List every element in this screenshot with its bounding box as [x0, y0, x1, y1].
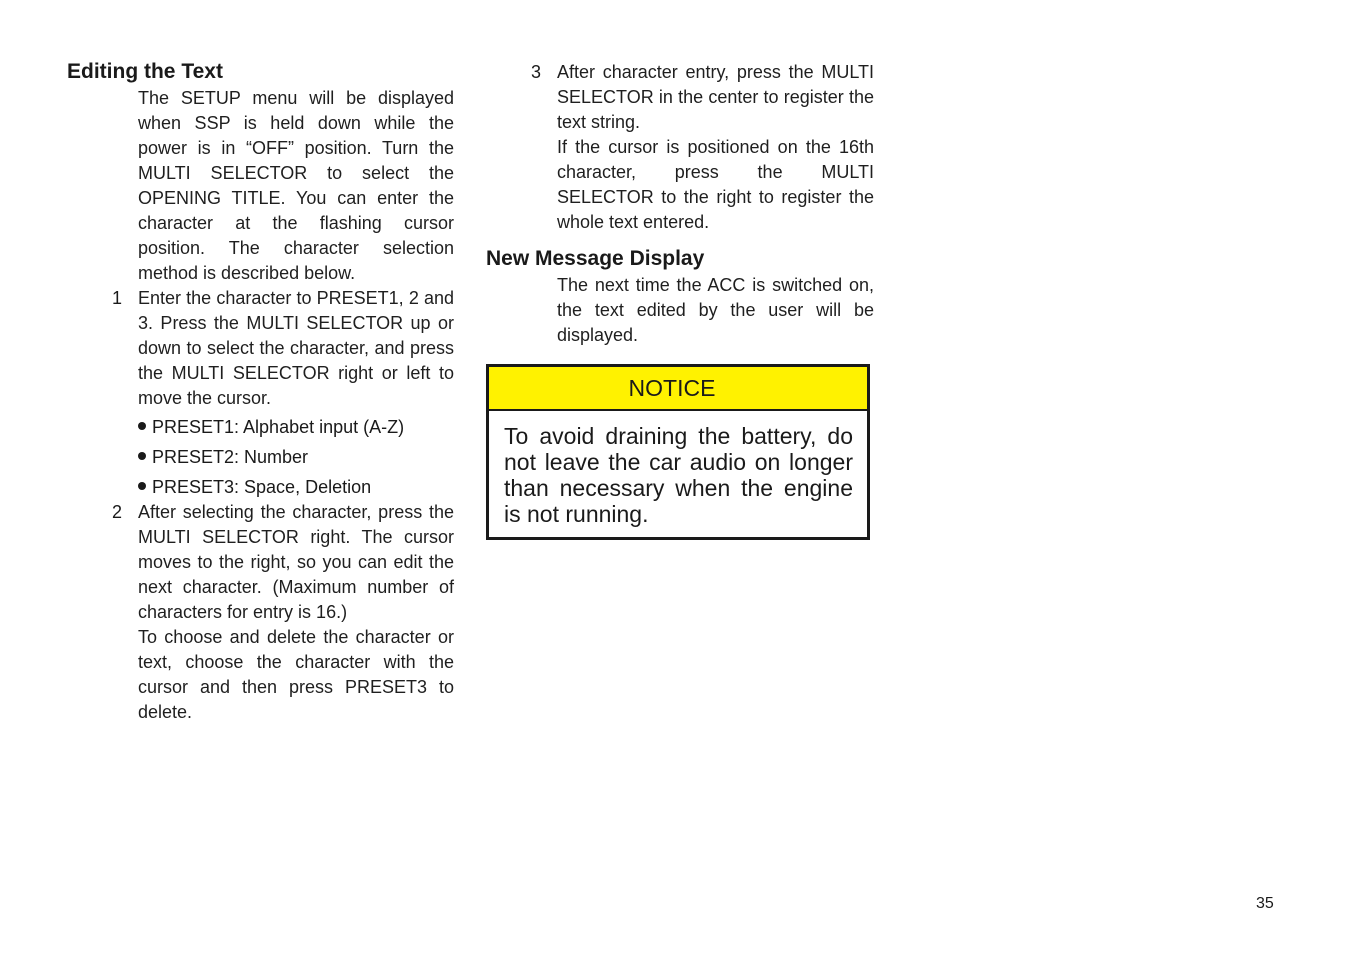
step-text-continued: To choose and delete the character or text, choose the character with the cursor and then press PRESET3 to delete. — [138, 627, 454, 722]
new-message-paragraph: The next time the ACC is switched on, the text edited by the user will be displayed. — [557, 275, 874, 345]
step-number: 3 — [531, 62, 542, 82]
left-column — [67, 58, 454, 725]
bullet-icon — [138, 482, 146, 490]
step-3 — [531, 60, 874, 235]
bullet-icon — [138, 452, 146, 460]
step-text: After character entry, press the MULTI SELECTOR in the center to register the text string. — [557, 62, 874, 132]
list-item: PRESET3: Space, Deletion — [138, 475, 454, 500]
bullet-icon — [138, 422, 146, 430]
section-heading-new-message: New Message Display — [486, 247, 705, 270]
section-heading-editing-text: Editing the Text — [67, 60, 223, 83]
list-item: PRESET2: Number — [138, 445, 454, 470]
step-2 — [112, 500, 454, 725]
step-number: 1 — [112, 288, 123, 308]
intro-paragraph: The SETUP menu will be displayed when SSP is held down while the power is in “OFF” position. Turn the MULTI SELECTOR to select the OPENING TITLE. You can enter the character at the flashing cursor position. The character selection method is described below. — [138, 88, 454, 283]
notice-title: NOTICE — [628, 375, 716, 401]
notice-header — [489, 367, 867, 411]
step-text-continued: If the cursor is positioned on the 16th character, press the MULTI SELECTOR to the right to register the whole text entered. — [557, 137, 874, 232]
step-number: 2 — [112, 502, 123, 522]
step-text: Enter the character to PRESET1, 2 and 3. Press the MULTI SELECTOR up or down to select the character, and press the MULTI SELECTOR right or left to move the cursor. — [138, 288, 454, 408]
step-text: After selecting the character, press the MULTI SELECTOR right. The cursor moves to the right, so you can edit the next character. (Maximum number of characters for entry is 16.) — [138, 502, 454, 622]
step-1 — [112, 286, 454, 500]
notice-body: To avoid draining the battery, do not leave the car audio on longer than necessary when the engine is not running. — [504, 423, 853, 527]
notice-box — [486, 364, 870, 540]
preset-list — [138, 415, 454, 500]
right-column — [486, 58, 874, 540]
page-number: 35 — [1256, 895, 1274, 912]
list-item: PRESET1: Alphabet input (A-Z) — [138, 415, 454, 440]
